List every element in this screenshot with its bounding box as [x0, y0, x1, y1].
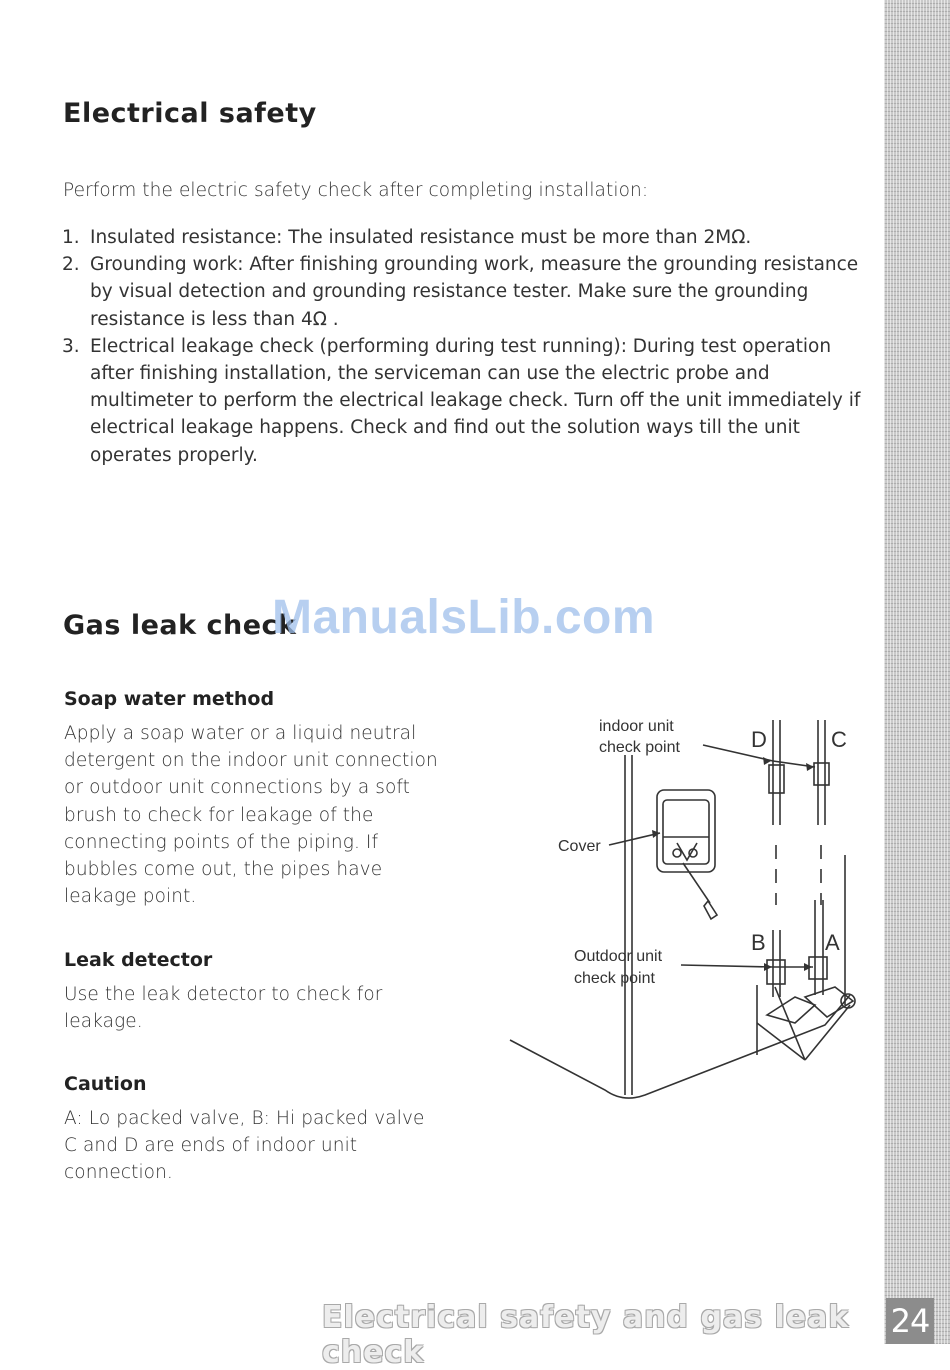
letter-c: C — [831, 727, 847, 752]
heading-soap-water-method: Soap water method — [64, 688, 275, 710]
list-item-number: 2. — [62, 254, 80, 276]
letter-a: A — [825, 930, 840, 955]
watermark: ManualsLib.com — [272, 591, 656, 644]
heading-caution: Caution — [64, 1073, 147, 1095]
list-item-number: 3. — [62, 335, 80, 357]
nut-c — [814, 763, 829, 785]
heading-leak-detector: Leak detector — [64, 949, 213, 971]
section-title-gas-leak-check: Gas leak check — [63, 610, 297, 641]
list-item — [62, 333, 877, 469]
electrical-intro: Perform the electric safety check after completing installation: — [63, 180, 649, 201]
screwdriver-icon — [704, 901, 717, 919]
side-decoration-strip — [884, 0, 950, 1344]
cover-label: Cover — [558, 838, 601, 855]
list-item — [62, 224, 877, 251]
list-item-number: 1. — [62, 227, 80, 248]
list-item — [62, 251, 877, 333]
caution-line-2: C and D are ends of indoor unit connection. — [64, 1135, 358, 1184]
outdoor-label-line-2: check point — [574, 970, 655, 987]
section-title-electrical-safety: Electrical safety — [63, 98, 317, 129]
nut-d — [769, 765, 784, 793]
list-item-text: Insulated resistance: The insulated resistance must be more than 2MΩ. — [90, 227, 752, 248]
indoor-label-line-2: check point — [599, 739, 680, 756]
valve-b — [767, 997, 815, 1023]
gas-leak-check-diagram — [505, 705, 875, 1115]
leak-detector-text: Use the leak detector to check for leakage. — [64, 984, 383, 1033]
footer-section-title: Electrical safety and gas leak check — [322, 1300, 850, 1370]
list-item-text: Grounding work: After finishing grounding work, measure the grounding resistance by visual detection and grounding resistance tester. Make sure the grounding resistance is less than 4Ω . — [90, 254, 859, 330]
soap-water-text: Apply a soap water or a liquid neutral detergent on the indoor unit connection or outdoor unit connections by a soft brush to check for leakage of the connecting points of the piping. If bubbles come out, the pipes have leakage point. — [64, 723, 438, 908]
caution-line-1: A: Lo packed valve, B: Hi packed valve — [64, 1108, 425, 1129]
outdoor-label-line-1: Outdoor unit — [574, 948, 663, 965]
letter-b: B — [751, 930, 766, 955]
page-number: 24 — [890, 1302, 930, 1340]
list-item-text: Electrical leakage check (performing during test running): During test operation after finishing installation, the serviceman can use the electric probe and multimeter to perform the electrical leakage check. Turn off the unit immediately if electrical leakage happens. Check and find out the solution ways till the unit operates properly. — [90, 335, 861, 466]
indoor-label-line-1: indoor unit — [599, 718, 674, 735]
letter-d: D — [751, 727, 767, 752]
electrical-check-list — [62, 224, 877, 469]
